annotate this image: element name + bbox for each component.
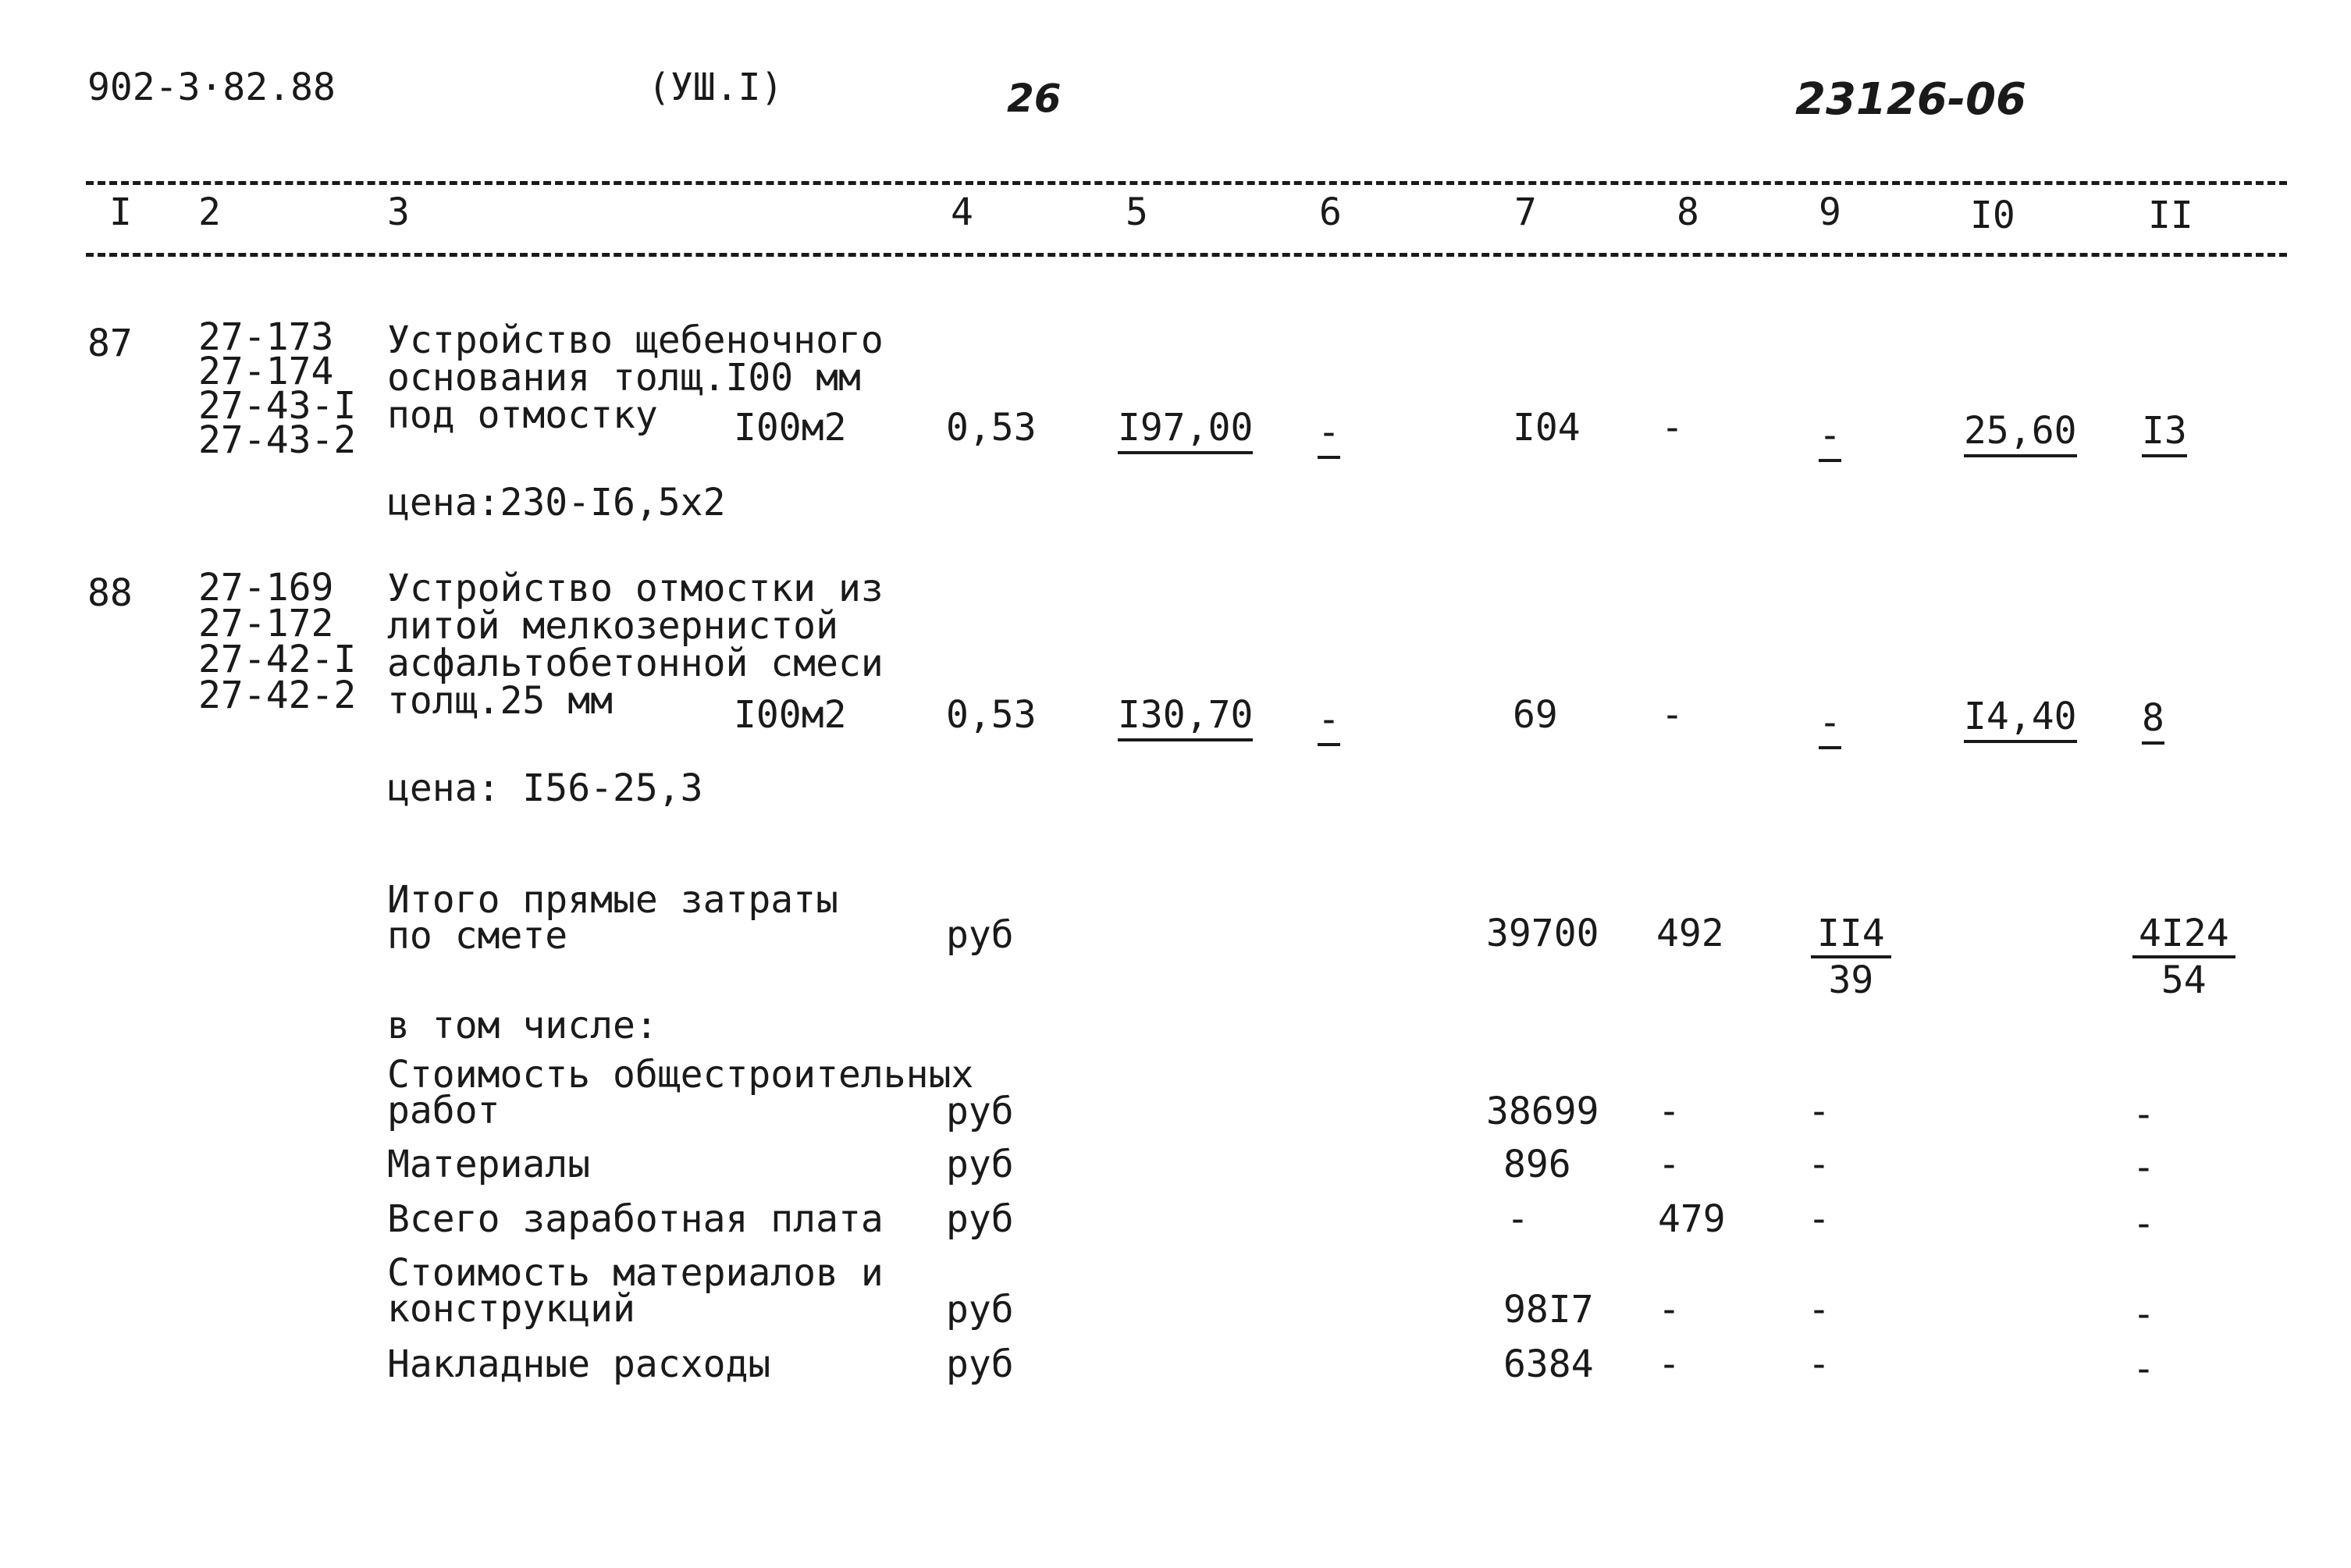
col-header-5: 5	[1126, 190, 1148, 234]
breakdown-col11: -	[2132, 1146, 2155, 1189]
work-description: Устройство щебеночного основания толщ.I00 мм под отмостку	[387, 318, 884, 437]
col-header-2: 2	[198, 190, 221, 234]
quantity: 0,53	[946, 406, 1037, 450]
including-label: в том числе:	[387, 1004, 658, 1047]
breakdown-col8: -	[1658, 1143, 1681, 1186]
col-header-10: I0	[1970, 194, 2015, 237]
breakdown-unit: руб	[946, 1090, 1014, 1133]
breakdown-col8: -	[1658, 1090, 1681, 1133]
breakdown-col9: -	[1808, 1288, 1830, 1332]
total-col9-numerator: II4	[1811, 915, 1891, 958]
total-col7: 39700	[1486, 912, 1599, 955]
breakdown-label: Стоимость материалов и конструкций	[387, 1251, 884, 1331]
total-col9-denominator: 39	[1828, 958, 1874, 1002]
total-col11-fraction	[2132, 912, 2235, 1002]
breakdown-col7: 38699	[1486, 1090, 1599, 1133]
breakdown-col11: -	[2132, 1093, 2155, 1136]
breakdown-col8: -	[1658, 1342, 1681, 1386]
breakdown-label: Накладные расходы	[387, 1342, 771, 1386]
total-col11-numerator: 4I24	[2132, 915, 2235, 958]
col-header-9: 9	[1819, 190, 1841, 234]
unit-cost: I30,70	[1118, 696, 1253, 734]
breakdown-col7: 896	[1503, 1143, 1571, 1186]
col9-value: -	[1819, 704, 1841, 741]
breakdown-label: Стоимость общестроительных работ	[387, 1053, 974, 1132]
price-note: цена: I56-25,3	[387, 766, 703, 810]
breakdown-unit: руб	[946, 1342, 1014, 1386]
col11-value: I3	[2142, 412, 2187, 450]
breakdown-col11: -	[2132, 1347, 2155, 1391]
col-header-1: I	[109, 190, 132, 234]
breakdown-col11: -	[2132, 1292, 2155, 1336]
breakdown-col9: -	[1808, 1342, 1830, 1386]
breakdown-col9: -	[1808, 1197, 1830, 1241]
col-header-4: 4	[951, 190, 973, 234]
col-header-8: 8	[1677, 190, 1699, 234]
header-top-rule	[86, 181, 2287, 185]
header-bottom-rule	[86, 253, 2287, 257]
breakdown-col7: -	[1506, 1197, 1529, 1241]
breakdown-col8: 479	[1658, 1197, 1726, 1241]
unit-cost: I97,00	[1118, 409, 1253, 446]
norm-codes: 27-173 27-174 27-43-I 27-43-2	[198, 315, 357, 462]
col-header-3: 3	[387, 190, 410, 234]
row-number: 88	[87, 571, 133, 615]
breakdown-col9: -	[1808, 1143, 1830, 1186]
col8-value: -	[1661, 693, 1684, 737]
breakdown-col8: -	[1658, 1288, 1681, 1332]
section-label: (УШ.I)	[648, 66, 784, 109]
breakdown-label: Материалы	[387, 1143, 591, 1186]
breakdown-unit: руб	[946, 1197, 1014, 1241]
col-header-7: 7	[1514, 190, 1537, 234]
unit: I00м2	[734, 406, 847, 450]
col8-value: -	[1661, 406, 1684, 450]
quantity: 0,53	[946, 693, 1037, 737]
breakdown-col7: 98I7	[1503, 1288, 1594, 1332]
breakdown-col7: 6384	[1503, 1342, 1594, 1386]
page-number: 26	[1007, 76, 1062, 121]
col9-value: -	[1819, 417, 1841, 454]
row-number: 87	[87, 322, 133, 365]
col-header-11: II	[2148, 194, 2193, 237]
total-unit: руб	[946, 913, 1014, 957]
total-col8: 492	[1656, 912, 1724, 955]
col6-value: -	[1318, 414, 1340, 451]
col10-value: 25,60	[1964, 412, 2077, 450]
archive-code: 23126-06	[1795, 74, 2026, 125]
doc-code: 902-3·82.88	[87, 66, 336, 109]
total-cost: 69	[1513, 693, 1558, 737]
breakdown-col11: -	[2132, 1202, 2155, 1246]
total-col9-fraction	[1811, 912, 1891, 1002]
breakdown-unit: руб	[946, 1143, 1014, 1186]
col10-value: I4,40	[1964, 698, 2077, 735]
col11-value: 8	[2142, 699, 2164, 737]
col6-value: -	[1318, 701, 1340, 738]
col-header-6: 6	[1319, 190, 1342, 234]
breakdown-label: Всего заработная плата	[387, 1197, 884, 1241]
total-col11-denominator: 54	[2161, 958, 2207, 1002]
norm-codes: 27-169 27-172 27-42-I 27-42-2	[198, 566, 357, 717]
price-note: цена:230-I6,5х2	[387, 481, 726, 524]
unit: I00м2	[734, 693, 847, 737]
work-description: Устройство отмостки из литой мелкозернистой асфальтобетонной смеси толщ.25 мм	[387, 567, 884, 723]
breakdown-unit: руб	[946, 1288, 1014, 1332]
breakdown-col9: -	[1808, 1090, 1830, 1133]
total-label: Итого прямые затраты по смете	[387, 878, 838, 958]
total-cost: I04	[1513, 406, 1581, 450]
